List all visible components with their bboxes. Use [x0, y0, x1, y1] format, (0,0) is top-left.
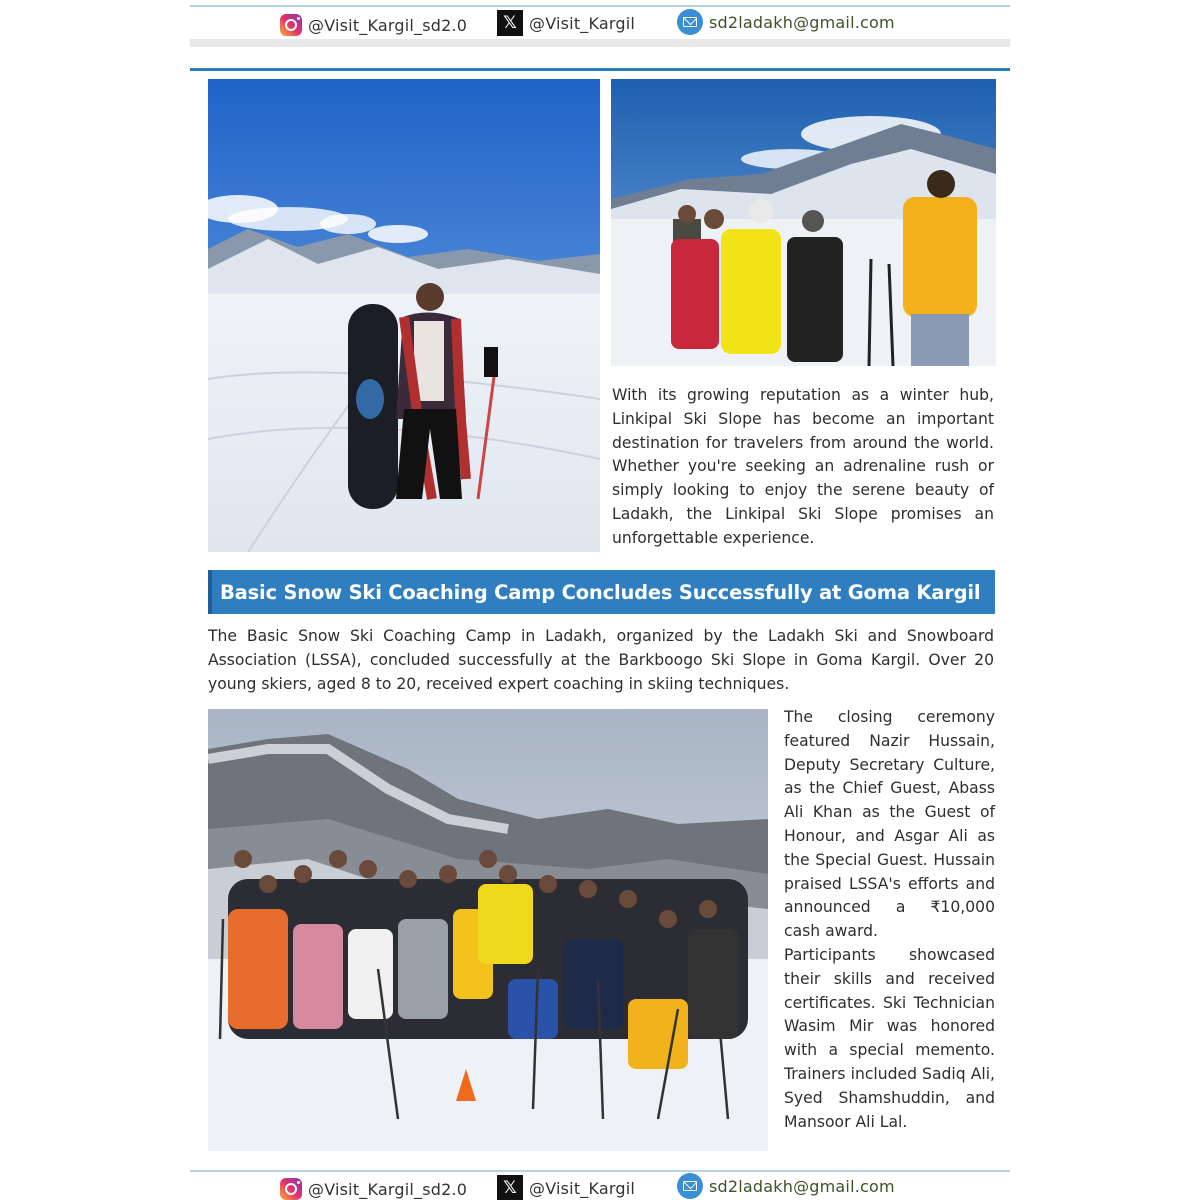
header-x-link[interactable]: [497, 8, 635, 38]
header-email: sd2ladakh@gmail.com: [709, 12, 895, 32]
section-title: Basic Snow Ski Coaching Camp Concludes Successfully at Goma Kargil: [220, 580, 981, 604]
footer-x-handle: @Visit_Kargil: [529, 1178, 636, 1198]
section-intro-paragraph: The Basic Snow Ski Coaching Camp in Ladakh, organized by the Ladakh Ski and Snowboard Association (LSSA), concluded successfully at the Barkboogo Ski Slope in Goma Kargil. Over 20 young skiers, aged 8 to 20, received expert coaching in skiing techniques.: [208, 627, 994, 693]
woman-with-snowboard-photo: [208, 79, 600, 552]
x-twitter-icon: 𝕏: [497, 10, 523, 36]
header-grey-band: [190, 39, 1010, 47]
header-email-link[interactable]: [677, 7, 895, 37]
header-instagram-handle: @Visit_Kargil_sd2.0: [308, 15, 468, 35]
email-icon: [677, 9, 703, 35]
header-instagram-link[interactable]: [280, 10, 467, 40]
instagram-icon: [280, 1178, 302, 1200]
ceremony-paragraph: The closing ceremony featured Nazir Hussain, Deputy Secretary Culture, as the Chief Guest, Abass Ali Khan as the Guest of Honour, and Asgar Ali as the Special Guest. Hussain praised LSSA's efforts and announced a ₹10,000 cash award.: [784, 708, 995, 941]
section-title-banner: [208, 570, 995, 614]
ceremony-text-column: [784, 706, 995, 1134]
linkipal-paragraph: With its growing reputation as a winter hub, Linkipal Ski Slope has become an important destination for travelers from around the world. Whether you're seeking an adrenaline rush or simply looking to enjoy the serene beauty of Ladakh, the Linkipal Ski Slope promises an unforgettable experience.: [612, 386, 994, 547]
footer-email-link[interactable]: [677, 1171, 895, 1200]
skiers-group-photo: [611, 79, 996, 366]
instagram-icon: [280, 14, 302, 36]
section-divider: [190, 68, 1010, 71]
participants-paragraph: Participants showcased their skills and received certificates. Ski Technician Wasim Mir was honored with a special memento. Trainers included Sadiq Ali, Syed Shamshuddin, and Mansoor Ali Lal.: [784, 945, 995, 1131]
footer-social-bar: [0, 1168, 1200, 1200]
footer-instagram-link[interactable]: [280, 1174, 467, 1200]
coaching-camp-group-photo: [208, 709, 768, 1151]
footer-email: sd2ladakh@gmail.com: [709, 1176, 895, 1196]
footer-instagram-handle: @Visit_Kargil_sd2.0: [308, 1179, 468, 1199]
email-icon: [677, 1173, 703, 1199]
header-x-handle: @Visit_Kargil: [529, 13, 636, 33]
footer-x-link[interactable]: [497, 1173, 635, 1200]
x-twitter-icon: 𝕏: [497, 1175, 523, 1200]
